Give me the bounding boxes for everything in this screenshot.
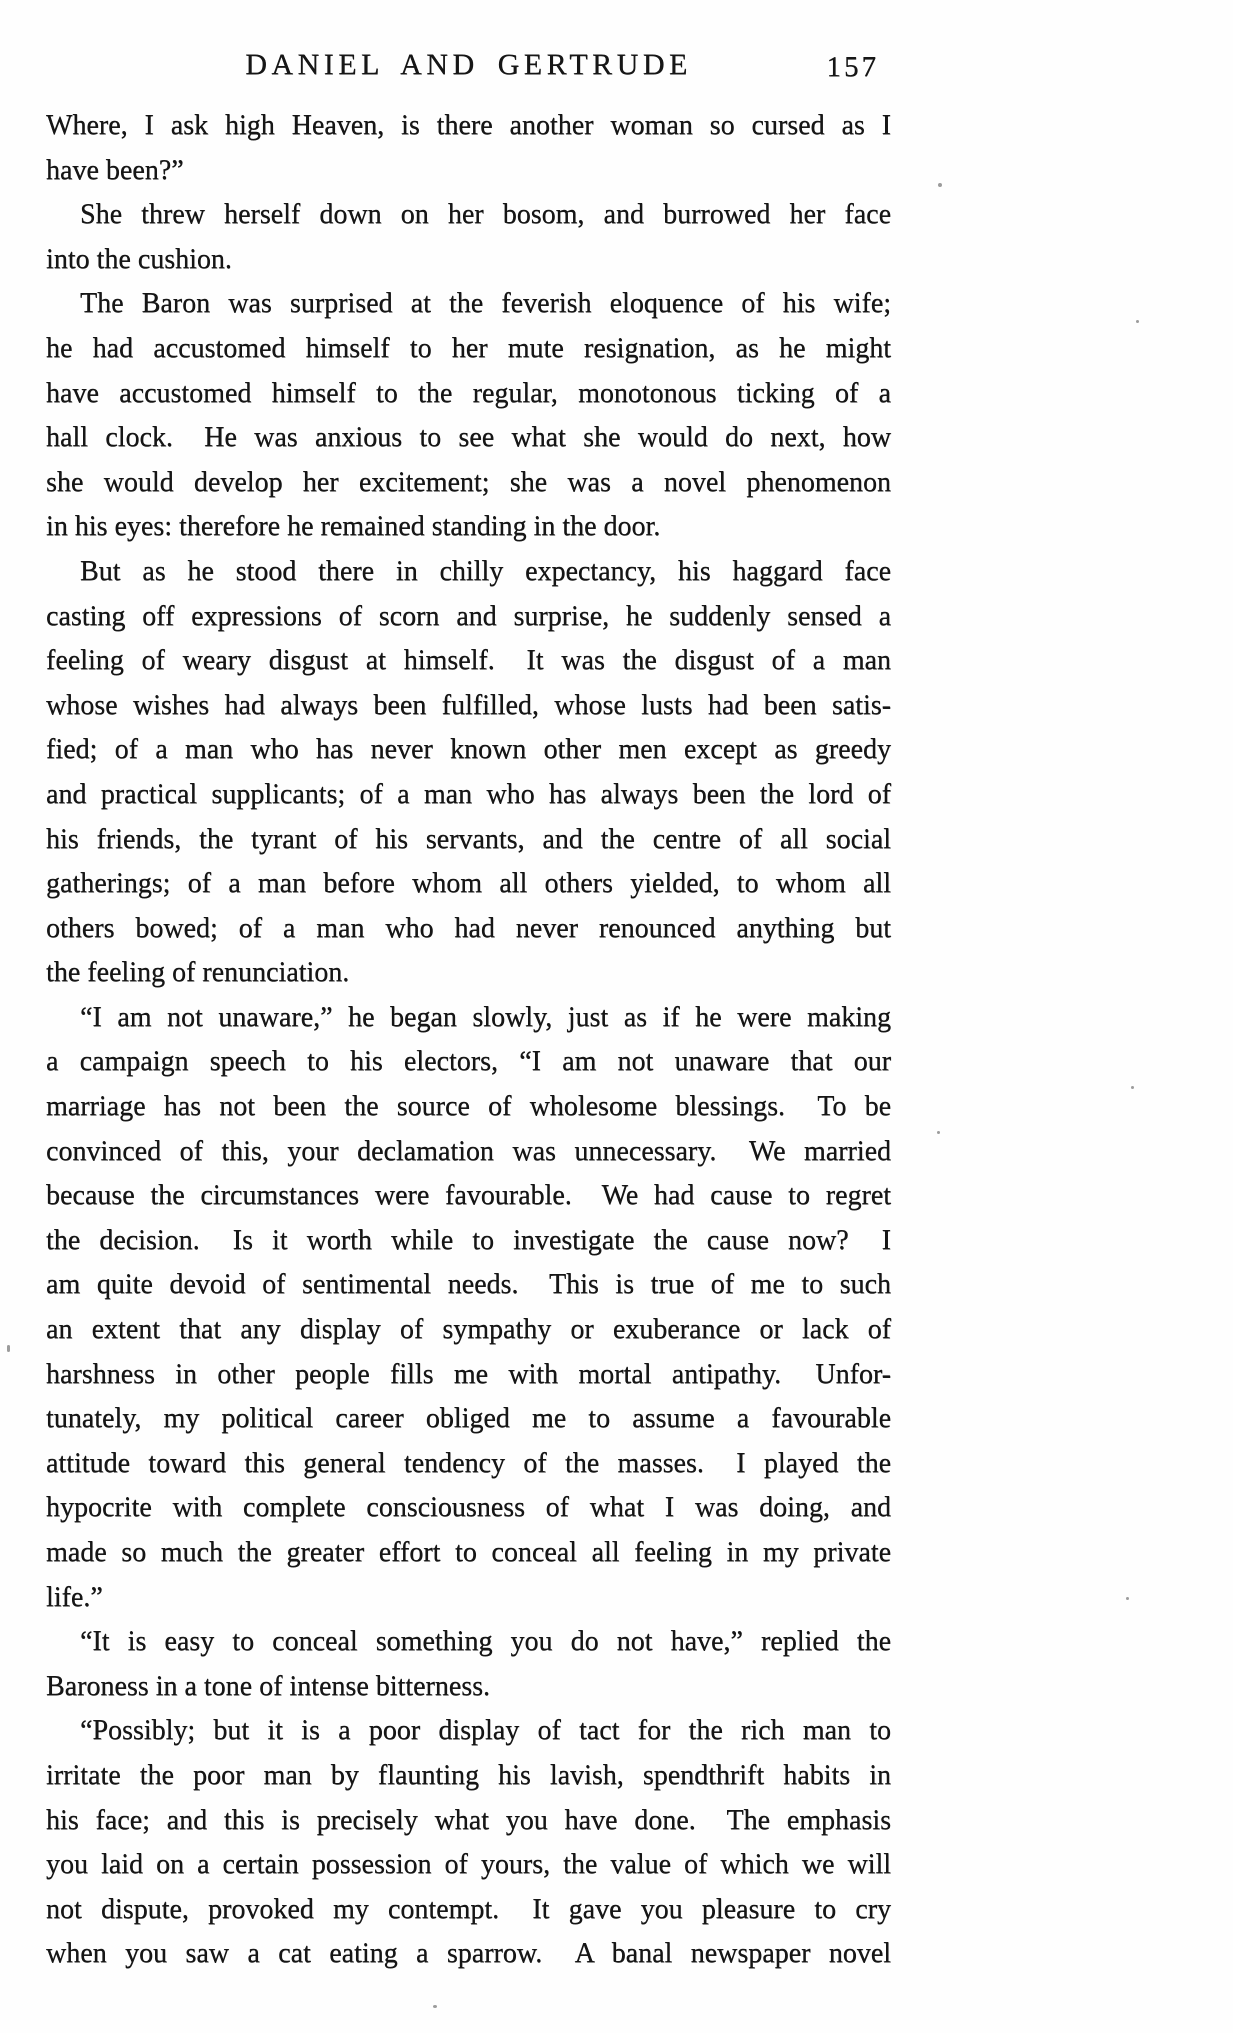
text-line: into the cushion. xyxy=(46,243,232,275)
text-line: you laid on a certain possession of yours, the value of which we will xyxy=(46,1849,891,1881)
page-number: 157 xyxy=(826,51,879,83)
text-line: he had accustomed himself to her mute resignation, as he might xyxy=(46,332,891,364)
text-line: attitude toward this general tendency of the masses. I played the xyxy=(46,1447,891,1479)
page-text xyxy=(46,104,891,1977)
text-line: The Baron was surprised at the feverish eloquence of his wife; xyxy=(80,288,891,320)
text-line: harshness in other people fills me with mortal antipathy. Unfor- xyxy=(46,1358,891,1390)
text-line: But as he stood there in chilly expectancy, his haggard face xyxy=(80,555,891,587)
text-line: and practical supplicants; of a man who has always been the lord of xyxy=(46,778,891,810)
text-line: hall clock. He was anxious to see what she would do next, how xyxy=(46,422,891,454)
text-line: Where, I ask high Heaven, is there another woman so cursed as I xyxy=(46,110,891,141)
text-line: feeling of weary disgust at himself. It was the disgust of a man xyxy=(46,645,891,677)
text-line: casting off expressions of scorn and surprise, he suddenly sensed a xyxy=(46,600,891,632)
text-line: life.” xyxy=(46,1581,103,1613)
text-line: am quite devoid of sentimental needs. This is true of me to such xyxy=(46,1269,891,1301)
text-line: whose wishes had always been fulfilled, whose lusts had been satis- xyxy=(46,689,891,721)
text-line: not dispute, provoked my contempt. It gave you pleasure to cry xyxy=(46,1893,891,1925)
scan-speck xyxy=(937,1131,940,1134)
text-line: “I am not unaware,” he began slowly, just as if he were making xyxy=(80,1001,891,1033)
text-line: Baroness in a tone of intense bitterness. xyxy=(46,1670,491,1702)
text-line: an extent that any display of sympathy or exuberance or lack of xyxy=(46,1314,891,1346)
scan-speck xyxy=(1131,1086,1134,1089)
text-line: his face; and this is precisely what you have done. The emphasis xyxy=(46,1804,891,1836)
text-line: gatherings; of a man before whom all others yielded, to whom all xyxy=(46,868,891,900)
scan-speck xyxy=(1126,1597,1129,1600)
text-line: marriage has not been the source of wholesome blessings. To be xyxy=(46,1091,891,1123)
scan-speck xyxy=(7,1345,10,1352)
page-content xyxy=(46,48,891,1977)
text-line: others bowed; of a man who had never renounced anything but xyxy=(46,912,891,944)
text-line: convinced of this, your declamation was unnecessary. We married xyxy=(46,1135,891,1167)
text-line: the decision. Is it worth while to investigate the cause now? I xyxy=(46,1224,891,1256)
running-head-title: DANIEL AND GERTRUDE xyxy=(245,48,692,81)
text-line: “Possibly; but it is a poor display of tact for the rich man to xyxy=(80,1715,891,1747)
text-line: the feeling of renunciation. xyxy=(46,957,350,989)
text-line: hypocrite with complete consciousness of what I was doing, and xyxy=(46,1492,891,1524)
text-line: in his eyes: therefore he remained standing in the door. xyxy=(46,511,661,543)
text-line: when you saw a cat eating a sparrow. A banal newspaper novel xyxy=(46,1938,891,1970)
scan-speck xyxy=(1136,320,1139,323)
text-line: She threw herself down on her bosom, and burrowed her face xyxy=(80,199,891,231)
scan-speck xyxy=(433,2005,437,2008)
text-line: a campaign speech to his electors, “I am not unaware that our xyxy=(46,1046,891,1078)
text-line: have accustomed himself to the regular, monotonous ticking of a xyxy=(46,377,891,409)
scan-speck xyxy=(938,183,942,187)
text-line: have been?” xyxy=(46,154,184,186)
text-line: tunately, my political career obliged me to assume a favourable xyxy=(46,1403,891,1435)
text-line: irritate the poor man by flaunting his lavish, spendthrift habits in xyxy=(46,1759,891,1791)
text-line: fied; of a man who has never known other men except as greedy xyxy=(46,734,891,766)
text-line: she would develop her excitement; she was a novel phenomenon xyxy=(46,466,891,498)
running-header xyxy=(46,48,891,92)
text-line: made so much the greater effort to conceal all feeling in my private xyxy=(46,1537,891,1568)
text-line: because the circumstances were favourable. We had cause to regret xyxy=(46,1180,891,1212)
text-line: “It is easy to conceal something you do not have,” replied the xyxy=(80,1626,891,1658)
text-line: his friends, the tyrant of his servants, and the centre of all social xyxy=(46,823,891,855)
